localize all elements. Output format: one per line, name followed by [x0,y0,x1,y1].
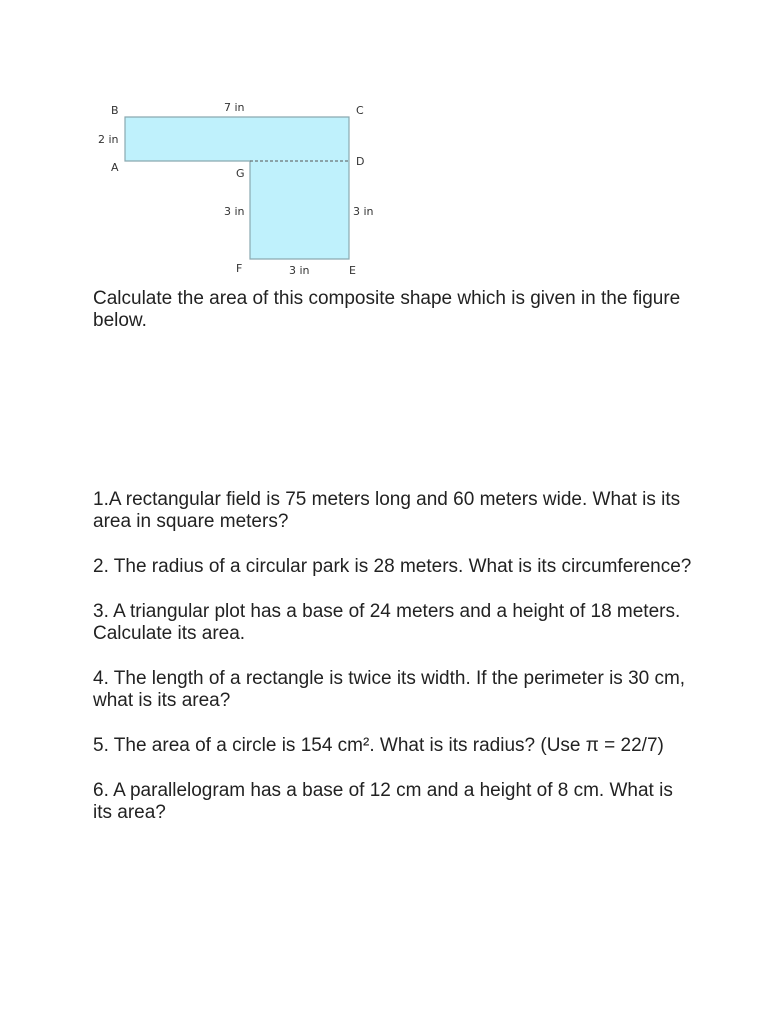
vertex-e-label: E [349,264,356,277]
question-item: 6. A parallelogram has a base of 12 cm and a height of 8 cm. What is its area? [93,780,673,823]
vertex-g-label: G [236,167,245,180]
vertex-a-label: A [111,161,119,174]
question-list [93,489,693,847]
vertex-c-label: C [356,104,364,117]
area-question-prompt: Calculate the area of this composite shape which is given in the figure below. [93,288,681,331]
vertex-f-label: F [236,262,243,275]
question-item: 4. The length of a rectangle is twice its width. If the perimeter is 30 cm, what is its area? [93,668,686,711]
question-item: 2. The radius of a circular park is 28 meters. What is its circumference? [93,556,692,577]
question-item: 3. A triangular plot has a base of 24 meters and a height of 18 meters. Calculate its area. [93,601,681,644]
vertex-b-label: B [111,104,119,117]
composite-shape-svg [88,96,388,282]
dimension-inner-label: 3 in [224,205,245,218]
question-item: 5. The area of a circle is 154 cm². What is its radius? (Use π = 22/7) [93,735,664,756]
dimension-top-label: 7 in [224,101,245,114]
question-item: 1.A rectangular field is 75 meters long and 60 meters wide. What is its area in square meters? [93,489,681,532]
composite-shape-figure [88,96,388,282]
dimension-bottom-label: 3 in [289,264,310,277]
dimension-right-label: 3 in [353,205,374,218]
composite-shape [125,117,349,259]
vertex-d-label: D [356,155,365,168]
dimension-left-label: 2 in [98,133,119,146]
